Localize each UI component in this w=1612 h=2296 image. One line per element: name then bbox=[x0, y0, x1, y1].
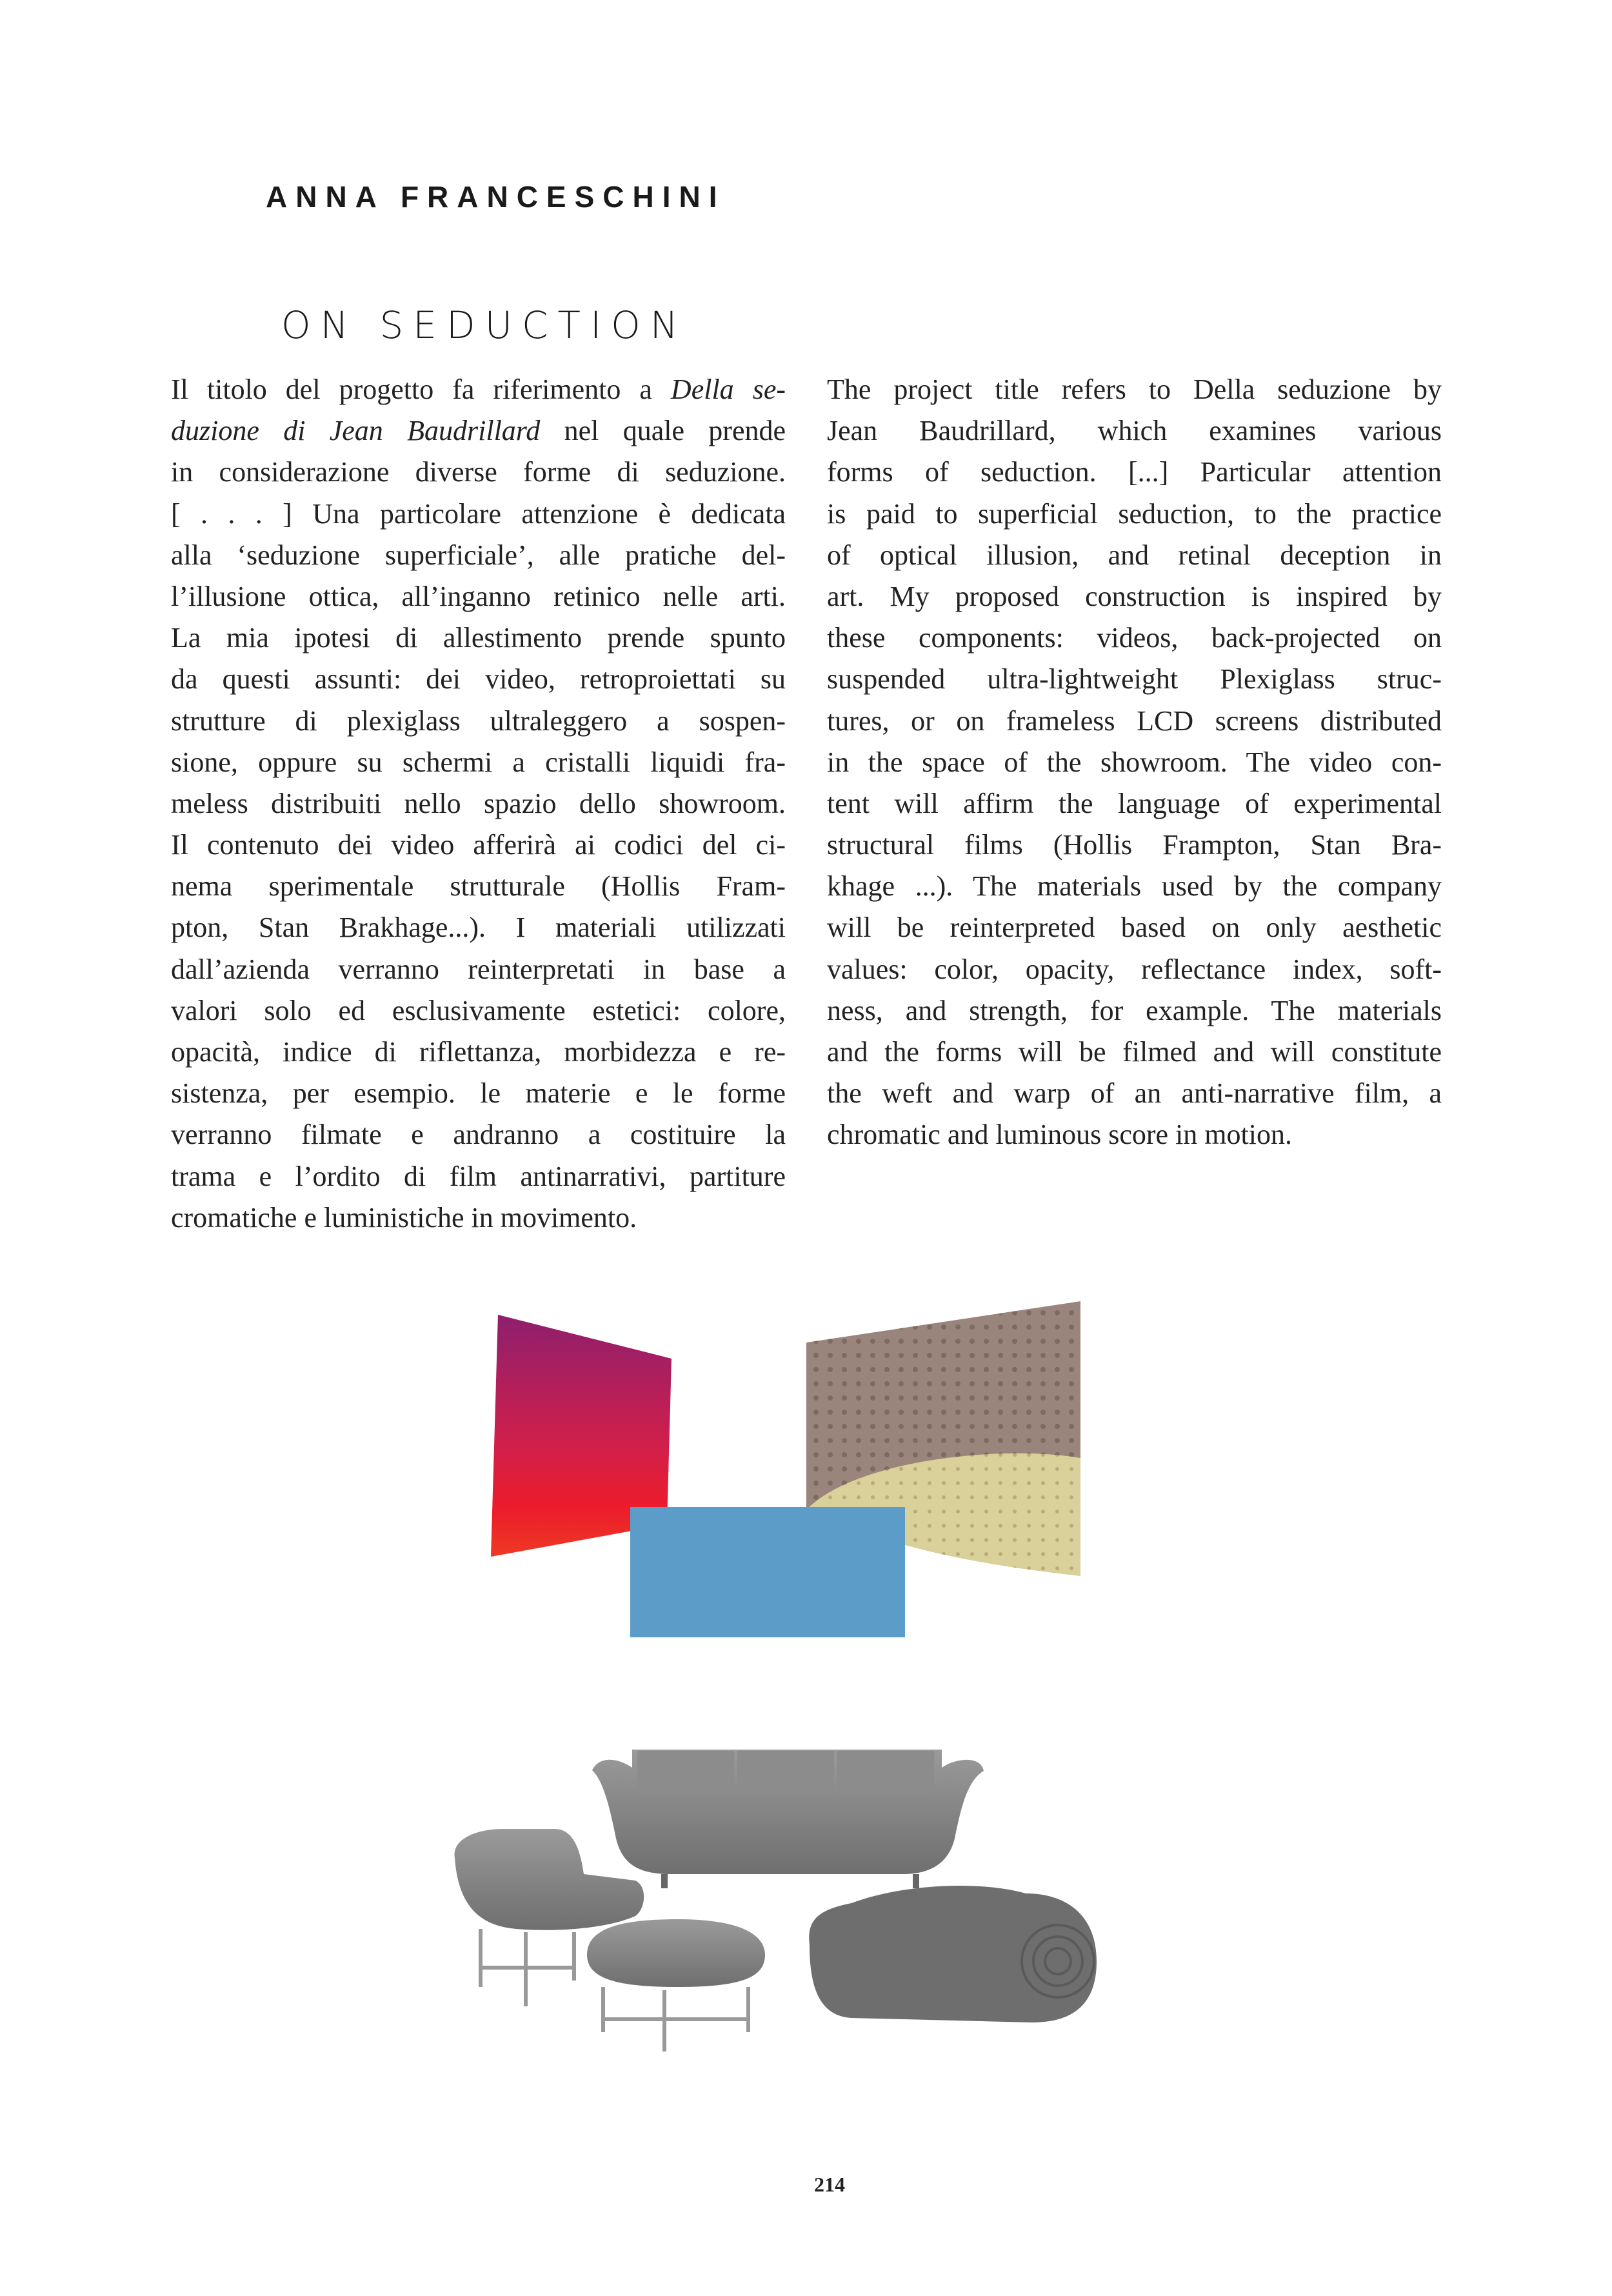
author-name: ANNA FRANCESCHINI bbox=[266, 180, 726, 214]
text-segment: nel quale prende bbox=[540, 415, 786, 447]
text-line: trama e l’ordito di film antinarrativi, partiture bbox=[171, 1160, 786, 1192]
text-line: [ . . . ] Una particolare attenzione è dedicata bbox=[171, 497, 786, 530]
text-line: meless distribuiti nello spazio dello showroom. bbox=[171, 787, 786, 819]
text-line: the weft and warp of an anti-narrative film, a bbox=[827, 1077, 1442, 1110]
text-line: cromatiche e luministiche in movimento. bbox=[171, 1201, 637, 1233]
text-line: l’illusione ottica, all’inganno retinico nelle arti. bbox=[171, 580, 786, 612]
text-line: tures, or on frameless LCD screens distributed bbox=[827, 704, 1442, 737]
text-line: The project title refers to Della seduzione by bbox=[827, 374, 1442, 405]
book-title-italic: Della se- bbox=[670, 374, 786, 405]
text-line: structural films (Hollis Frampton, Stan Bra- bbox=[827, 829, 1442, 861]
text-line: tent will affirm the language of experimental bbox=[827, 787, 1442, 819]
text-line: Il contenuto dei video afferirà ai codici del ci- bbox=[171, 829, 786, 861]
text-line: Jean Baudrillard, which examines various bbox=[827, 415, 1442, 447]
ottoman-image bbox=[587, 1919, 765, 2051]
text-line: art. My proposed construction is inspired by bbox=[827, 580, 1442, 612]
text-line: chromatic and luminous score in motion. bbox=[827, 1119, 1292, 1151]
book-title-italic: duzione di Jean Baudrillard bbox=[171, 415, 541, 447]
three-seat-sofa-image bbox=[592, 1750, 984, 1888]
text-line: dall’azienda verranno reinterpretati in base a bbox=[171, 953, 786, 985]
text-line: in considerazione diverse forme di seduzione. bbox=[171, 456, 786, 488]
text-line: sistenza, per esempio. le materie e le forme bbox=[171, 1077, 786, 1110]
text-line: of optical illusion, and retinal deception in bbox=[827, 539, 1442, 571]
text-line: will be reinterpreted based on only aesthetic bbox=[827, 912, 1442, 944]
text-line: nema sperimentale strutturale (Hollis Fram- bbox=[171, 870, 786, 903]
page-number: 214 bbox=[814, 2173, 845, 2196]
text-line: forms of seduction. [...] Particular attention bbox=[827, 456, 1442, 488]
article-title: ON SEDUCTION bbox=[281, 303, 688, 347]
text-line: suspended ultra-lightweight Plexiglass struc- bbox=[827, 663, 1442, 695]
text-line: khage ...). The materials used by the company bbox=[827, 870, 1442, 903]
text-line: strutture di plexiglass ultraleggero a sospen- bbox=[171, 704, 786, 737]
curved-sofa-image bbox=[809, 1886, 1097, 2022]
text-line: alla ‘seduzione superficiale’, alle pratiche del- bbox=[171, 539, 786, 571]
text-line: values: color, opacity, reflectance index, soft- bbox=[827, 953, 1442, 985]
text-line: valori solo ed esclusivamente estetici: colore, bbox=[171, 994, 786, 1026]
text-segment: Il titolo del progetto fa riferimento a bbox=[171, 374, 671, 405]
blue-fabric-image bbox=[630, 1507, 905, 1637]
text-line: these components: videos, back-projected on bbox=[827, 622, 1442, 654]
text-line: opacità, indice di riflettanza, morbidezza e re- bbox=[171, 1036, 786, 1068]
text-line: La mia ipotesi di allestimento prende spunto bbox=[171, 622, 786, 654]
text-line: ness, and strength, for example. The materials bbox=[827, 994, 1442, 1026]
text-line: pton, Stan Brakhage...). I materiali utilizzati bbox=[171, 912, 786, 944]
text-line: and the forms will be filmed and will constitute bbox=[827, 1036, 1442, 1068]
text-line: is paid to superficial seduction, to the practice bbox=[827, 497, 1442, 530]
text-line: verranno filmate e andranno a costituire la bbox=[171, 1119, 786, 1151]
text-line: sione, oppure su schermi a cristalli liquidi fra- bbox=[171, 746, 786, 778]
text-line: in the space of the showroom. The video con- bbox=[827, 746, 1442, 778]
text-line: da questi assunti: dei video, retroproiettati su bbox=[171, 663, 786, 695]
